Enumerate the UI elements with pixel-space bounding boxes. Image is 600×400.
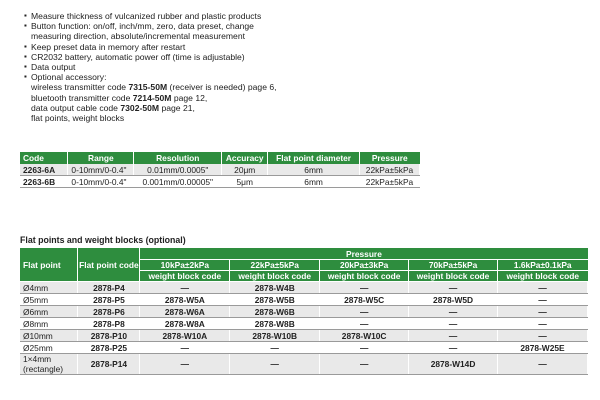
cell-weight-block: 2878-W5D	[409, 294, 498, 306]
cell-weight-block: 2878-W25E	[498, 342, 588, 354]
cell-code: 2263-6B	[20, 176, 68, 188]
cell-flat-point-code: 2878-P6	[78, 306, 140, 318]
feature-item	[24, 21, 584, 41]
cell-flat-point: Ø6mm	[20, 306, 78, 318]
col-header-flat-point-code: Flat point code	[78, 248, 140, 282]
feature-text: Data output	[31, 62, 76, 73]
cell-weight-block: —	[320, 318, 409, 330]
cell-flat-point-code: 2878-P14	[78, 354, 140, 375]
table-row	[20, 342, 588, 354]
cell-weight-block: —	[140, 282, 230, 294]
accessory-code: 7214-50M	[132, 92, 172, 103]
accessory-line	[31, 93, 584, 103]
cell-range: 0-10mm/0-0.4"	[68, 176, 134, 188]
cell-weight-block: —	[409, 318, 498, 330]
cell-resolution: 0.01mm/0.0005"	[134, 164, 222, 176]
col-header-code: Code	[20, 152, 68, 164]
weight-block-header: weight block code	[230, 271, 320, 282]
cell-weight-block: —	[498, 318, 588, 330]
table-row	[20, 294, 588, 306]
cell-accuracy: 5μm	[222, 176, 268, 188]
table-row	[20, 306, 588, 318]
cell-accuracy: 20μm	[222, 164, 268, 176]
cell-weight-block: 2878-W4B	[230, 282, 320, 294]
cell-weight-block: —	[320, 282, 409, 294]
cell-weight-block: —	[230, 354, 320, 375]
cell-weight-block: 2878-W8A	[140, 318, 230, 330]
cell-flat-point: Ø25mm	[20, 342, 78, 354]
flat-point-line: (rectangle)	[23, 364, 64, 374]
cell-weight-block: 2878-W6B	[230, 306, 320, 318]
cell-resolution: 0.001mm/0.00005"	[134, 176, 222, 188]
flat-points-table	[20, 248, 588, 375]
cell-weight-block: 2878-W5A	[140, 294, 230, 306]
cell-weight-block: —	[140, 342, 230, 354]
cell-flat-point: Ø10mm	[20, 330, 78, 342]
col-header-flat-point-diameter: Flat point diameter	[268, 152, 360, 164]
feature-list	[24, 11, 584, 123]
weight-block-header: weight block code	[140, 271, 230, 282]
accessory-text: page 21,	[159, 102, 195, 113]
cell-flat-point-code: 2878-P8	[78, 318, 140, 330]
pressure-header: 20kPa±3kPa	[320, 260, 409, 271]
table-row	[20, 318, 588, 330]
cell-weight-block: —	[498, 294, 588, 306]
cell-flat-point: Ø5mm	[20, 294, 78, 306]
col-header-accuracy: Accuracy	[222, 152, 268, 164]
accessory-line	[31, 103, 584, 113]
cell-flat-point-code: 2878-P4	[78, 282, 140, 294]
cell-pressure: 22kPa±5kPa	[360, 176, 420, 188]
cell-weight-block: —	[320, 354, 409, 375]
feature-text: Keep preset data in memory after restart	[31, 41, 186, 52]
cell-flat-point: Ø4mm	[20, 282, 78, 294]
spec-header-row	[20, 152, 420, 164]
cell-weight-block: —	[498, 306, 588, 318]
feature-text: ▪ Button function: on/off, inch/mm, zero, data preset, change	[31, 21, 254, 32]
cell-flat-point-diameter: 6mm	[268, 176, 360, 188]
header-row	[20, 248, 588, 260]
col-header-range: Range	[68, 152, 134, 164]
accessory-code: 7315-50M	[128, 82, 168, 93]
cell-range: 0-10mm/0-0.4"	[68, 164, 134, 176]
flat-point-line: 1×4mm	[23, 354, 52, 364]
pressure-header: 1.6kPa±0.1kPa	[498, 260, 588, 271]
cell-flat-point-code: 2878-P5	[78, 294, 140, 306]
cell-weight-block: —	[498, 330, 588, 342]
cell-weight-block: 2878-W8B	[230, 318, 320, 330]
accessory-code: 7302-50M	[120, 102, 160, 113]
accessory-text: (receiver is needed) page 6,	[167, 82, 277, 93]
cell-weight-block: 2878-W10C	[320, 330, 409, 342]
feature-item	[24, 52, 584, 62]
cell-weight-block: —	[320, 342, 409, 354]
cell-weight-block: 2878-W5C	[320, 294, 409, 306]
weight-block-header: weight block code	[498, 271, 588, 282]
cell-weight-block: 2878-W6A	[140, 306, 230, 318]
weight-block-header: weight block code	[409, 271, 498, 282]
col-header-resolution: Resolution	[134, 152, 222, 164]
cell-weight-block: —	[409, 306, 498, 318]
pressure-header: 70kPa±5kPa	[409, 260, 498, 271]
cell-weight-block: —	[409, 342, 498, 354]
accessory-text: wireless transmitter code	[31, 82, 129, 93]
accessory-text: bluetooth transmitter code	[31, 92, 133, 103]
feature-item	[24, 72, 584, 123]
cell-weight-block: 2878-W5B	[230, 294, 320, 306]
feature-text: CR2032 battery, automatic power off (time is adjustable)	[31, 51, 245, 62]
cell-weight-block: —	[498, 282, 588, 294]
cell-weight-block: —	[409, 282, 498, 294]
pressure-header: 10kPa±2kPa	[140, 260, 230, 271]
feature-item	[24, 11, 584, 21]
accessory-line	[31, 82, 584, 92]
cell-weight-block: 2878-W10A	[140, 330, 230, 342]
feature-item	[24, 62, 584, 72]
cell-flat-point-diameter: 6mm	[268, 164, 360, 176]
cell-weight-block: —	[498, 354, 588, 375]
pressure-header: 22kPa±5kPa	[230, 260, 320, 271]
accessory-text: page 12,	[171, 92, 208, 103]
accessory-line: flat points, weight blocks	[31, 113, 125, 124]
table-row	[20, 164, 420, 176]
cell-weight-block: —	[320, 306, 409, 318]
cell-code: 2263-6A	[20, 164, 68, 176]
col-header-pressure: Pressure	[360, 152, 420, 164]
feature-text: Measure thickness of vulcanized rubber and plastic products	[31, 11, 262, 21]
section-title: Flat points and weight blocks (optional)	[20, 235, 186, 245]
table-row	[20, 330, 588, 342]
table-row	[20, 354, 588, 375]
weight-block-header: weight block code	[320, 271, 409, 282]
accessory-text: data output cable code	[31, 102, 121, 113]
feature-text: ▪ Optional accessory:	[31, 72, 107, 83]
cell-pressure: 22kPa±5kPa	[360, 164, 420, 176]
cell-weight-block: —	[230, 342, 320, 354]
table-row	[20, 176, 420, 188]
cell-weight-block: 2878-W10B	[230, 330, 320, 342]
table-row	[20, 282, 588, 294]
cell-weight-block: 2878-W14D	[409, 354, 498, 375]
cell-flat-point-code: 2878-P25	[78, 342, 140, 354]
spec-table	[20, 152, 420, 188]
col-header-pressure: Pressure	[140, 248, 588, 260]
cell-flat-point	[20, 354, 78, 375]
feature-item	[24, 42, 584, 52]
cell-weight-block: —	[140, 354, 230, 375]
cell-flat-point-code: 2878-P10	[78, 330, 140, 342]
cell-flat-point: Ø8mm	[20, 318, 78, 330]
cell-weight-block: —	[409, 330, 498, 342]
col-header-flat-point: Flat point	[20, 248, 78, 282]
feature-text: measuring direction, absolute/incremental measurement	[31, 31, 245, 42]
